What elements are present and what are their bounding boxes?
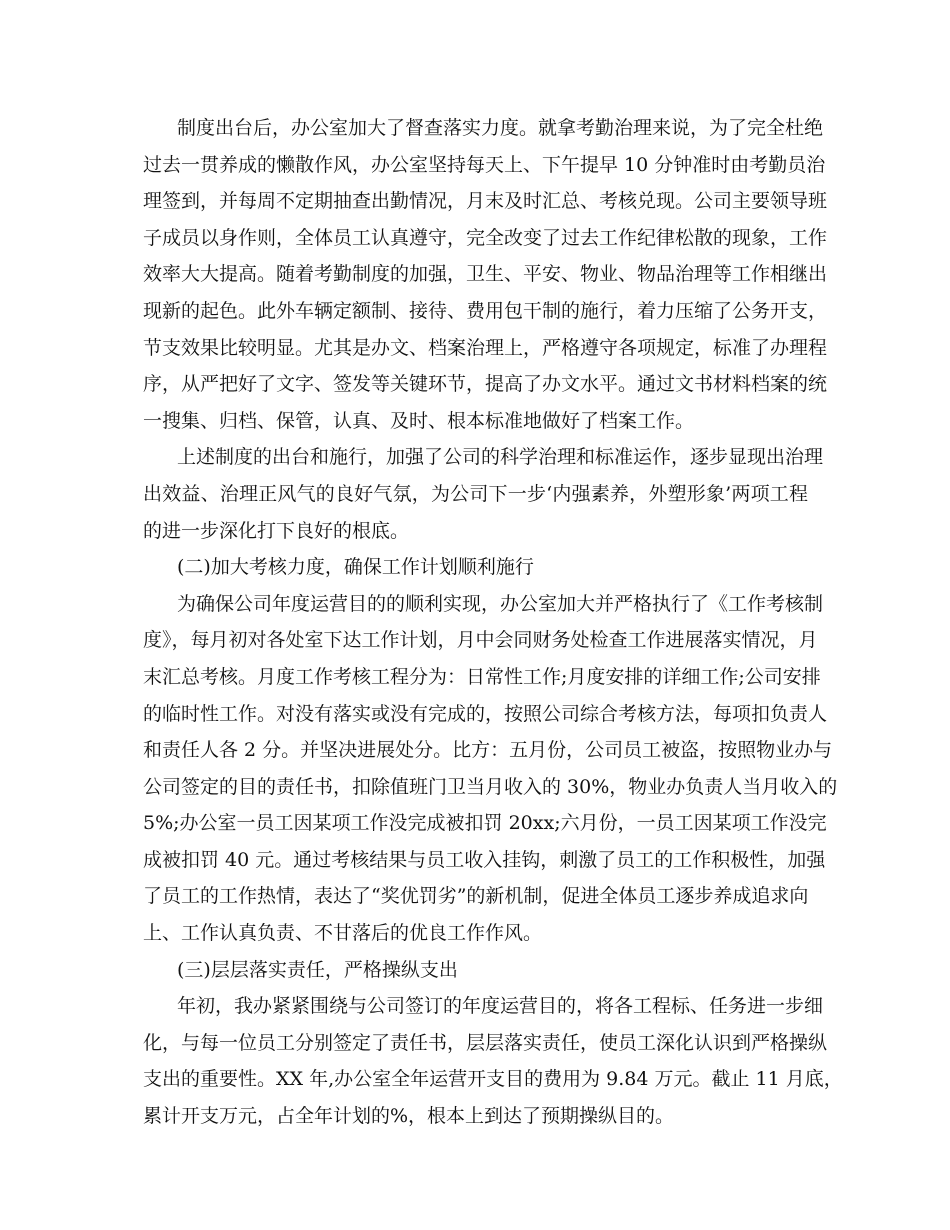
text-line: 年初，我办紧紧围绕与公司签订的年度运营目的，将各工程标、任务进一步细 [177,995,824,1018]
text-line: 制度出台后，办公室加大了督查落实力度。就拿考勤治理来说，为了完全杜绝 [177,117,824,139]
text-line: 的临时性工作。对没有落实或没有完成的，按照公司综合考核方法，每项扣负责人 [143,702,828,725]
text-line: 上、工作认真负责、不甘落后的优良工作作风。 [143,922,543,945]
text-line: 支出的重要性。XX 年,办公室全年运营开支目的费用为 9.84 万元。截止 11 月底， [143,1068,843,1091]
text-line: 成被扣罚 40 元。通过考核结果与员工收入挂钩，刺激了员工的工作积极性，加强 [143,848,826,871]
text-line: 末汇总考核。月度工作考核工程分为：日常性工作;月度安排的详细工作;公司安排 [143,665,821,688]
text-line: 公司签定的目的责任书，扣除值班门卫当月收入的 30%，物业办负责人当月收入的 [143,775,838,798]
body-paragraph [143,586,838,952]
text-line: 上述制度的出台和施行，加强了公司的科学治理和标准运作，逐步显现出治理 [177,446,824,469]
text-line: 化，与每一位员工分别签定了责任书，层层落实责任，使员工深化认识到严格操纵 [143,1031,828,1054]
text-line: 的进一步深化打下良好的根底。 [143,519,410,542]
text-line: 5%;办公室一员工因某项工作没完成被扣罚 20xx;六月份，一员工因某项工作没完 [143,812,827,835]
section-heading [143,549,808,586]
text-line: 现新的起色。此外车辆定额制、接待、费用包干制的施行，着力压缩了公务开支， [143,299,828,322]
body-paragraph [143,988,843,1134]
text-line: 效率大大提高。随着考勤制度的加强，卫生、平安、物业、物品治理等工作相继出 [143,263,828,286]
text-line: 了员工的工作热情，表达了“奖优罚劣”的新机制，促进全体员工逐步养成追求向 [143,885,809,908]
text-line: 出效益、治理正风气的良好气氛，为公司下一步‘内强素养，外塑形象’两项工程 [143,482,808,505]
text-line: 为确保公司年度运营目的的顺利实现，办公室加大并严格执行了《工作考核制 [177,592,824,615]
body-paragraph [143,439,824,549]
text-line: 度》，每月初对各处室下达工作计划，月中会同财务处检查工作进展落实情况，月 [143,629,818,652]
text-line: 序，从严把好了文字、签发等关键环节，提高了办文水平。通过文书材料档案的统 [143,373,828,396]
body-paragraph [143,110,828,439]
section-heading [143,952,808,989]
text-line: 子成员以身作则，全体员工认真遵守，完全改变了过去工作纪律松散的现象，工作 [143,226,828,249]
text-line: 一搜集、归档、保管，认真、及时、根本标准地做好了档案工作。 [143,409,695,432]
text-line: (三)层层落实责任，严格操纵支出 [177,958,458,981]
text-line: 和责任人各 2 分。并坚决进展处分。比方：五月份，公司员工被盗，按照物业办与 [143,739,833,762]
text-line: 节支效果比较明显。尤其是办文、档案治理上，严格遵守各项规定，标准了办理程 [143,336,828,359]
text-line: (二)加大考核力度，确保工作计划顺利施行 [177,556,534,579]
text-line: 过去一贯养成的懒散作风，办公室坚持每天上、下午提早 10 分钟准时由考勤员治 [143,153,826,176]
document-body [143,110,843,1135]
text-line: 累计开支万元，占全年计划的%，根本上到达了预期操纵目的。 [143,1105,675,1128]
text-line: 理签到，并每周不定期抽查出勤情况，月末及时汇总、考核兑现。公司主要领导班 [143,190,828,213]
